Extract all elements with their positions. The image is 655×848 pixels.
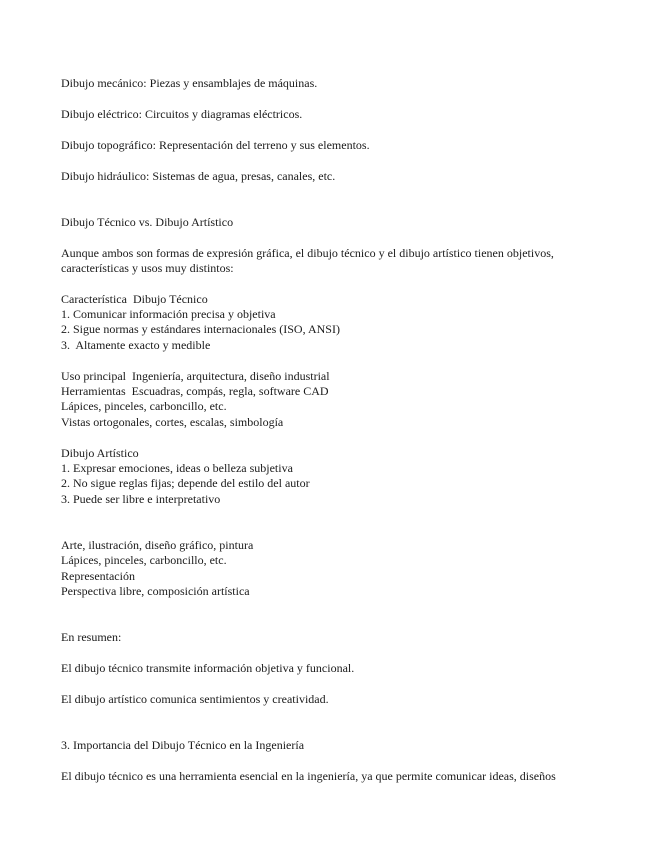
bullet-topographic-drawing: Dibujo topográfico: Representación del terreno y sus elementos. — [61, 138, 370, 152]
technical-point-1: 1. Comunicar información precisa y objetiva — [61, 307, 276, 321]
summary-heading: En resumen: — [61, 630, 122, 644]
section-heading-technical-vs-artistic: Dibujo Técnico vs. Dibujo Artístico — [61, 215, 234, 229]
bullet-mechanical-drawing: Dibujo mecánico: Piezas y ensamblajes de máquinas. — [61, 76, 318, 90]
artistic-tools: Lápices, pinceles, carboncillo, etc. — [61, 553, 227, 567]
technical-point-3: 3. Altamente exacto y medible — [61, 338, 211, 352]
artistic-point-2: 2. No sigue reglas fijas; depende del estilo del autor — [61, 476, 310, 490]
technical-main-use: Uso principal Ingeniería, arquitectura, diseño industrial — [61, 369, 330, 383]
tools-line: Lápices, pinceles, carboncillo, etc. — [61, 399, 227, 413]
intro-paragraph-line-2: características y usos muy distintos: — [61, 261, 234, 275]
artistic-point-3: 3. Puede ser libre e interpretativo — [61, 492, 221, 506]
intro-paragraph-line-1: Aunque ambos son formas de expresión gráfica, el dibujo técnico y el dibujo artístico tienen objetivos, — [61, 246, 554, 260]
table-header-technical: Característica Dibujo Técnico — [61, 292, 208, 306]
summary-artistic: El dibujo artístico comunica sentimientos y creatividad. — [61, 692, 329, 706]
section-heading-importance: 3. Importancia del Dibujo Técnico en la Ingeniería — [61, 738, 305, 752]
artistic-main-use: Arte, ilustración, diseño gráfico, pintura — [61, 538, 254, 552]
summary-technical: El dibujo técnico transmite información objetiva y funcional. — [61, 661, 355, 675]
representation-label: Representación — [61, 569, 135, 583]
bullet-hydraulic-drawing: Dibujo hidráulico: Sistemas de agua, presas, canales, etc. — [61, 169, 336, 183]
artistic-heading: Dibujo Artístico — [61, 446, 139, 460]
technical-tools: Herramientas Escuadras, compás, regla, software CAD — [61, 384, 329, 398]
artistic-point-1: 1. Expresar emociones, ideas o belleza subjetiva — [61, 461, 293, 475]
artistic-representation: Perspectiva libre, composición artística — [61, 584, 250, 598]
technical-point-2: 2. Sigue normas y estándares internacionales (ISO, ANSI) — [61, 322, 340, 336]
bullet-electrical-drawing: Dibujo eléctrico: Circuitos y diagramas eléctricos. — [61, 107, 303, 121]
technical-representation: Vistas ortogonales, cortes, escalas, simbología — [61, 415, 284, 429]
importance-paragraph-line-1: El dibujo técnico es una herramienta esencial en la ingeniería, ya que permite comunicar ideas, diseños — [61, 769, 556, 783]
